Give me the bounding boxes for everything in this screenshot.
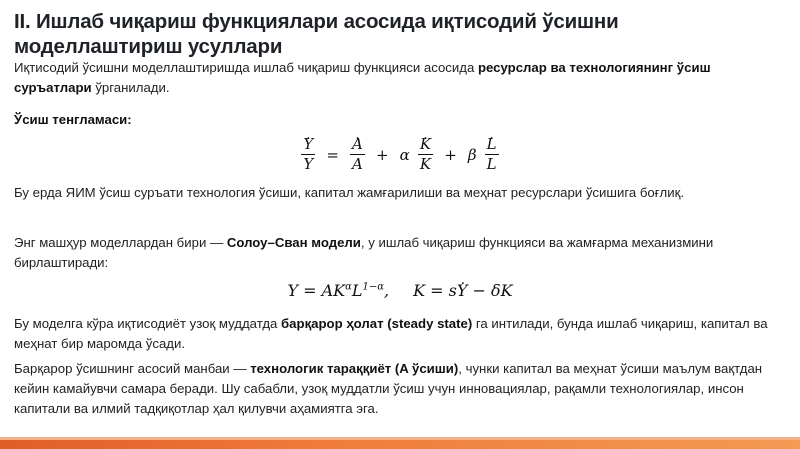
- intro-bold: ресурслар ва технологиянинг ўсиш суръатлари: [14, 60, 711, 95]
- labor-num: . L: [487, 136, 497, 153]
- slide-title: II. Ишлаб чиқариш функциялари асосида иқтисодий ўсишни моделлаштириш усуллари: [14, 10, 619, 58]
- growth-equation: [0, 136, 800, 173]
- lhs-num: . Y: [303, 136, 313, 153]
- tech-text-end: , чунки капитал ва меҳнат ўсиши маълум вақтдан кейин камайувчи самара беради. Шу сабабли, узоқ муддатли ўсиш учун инновациялар, рақамли технологиялар, инсон капитали ва илмий тадқиқотлар ҳал қилувчи аҳамиятга эга.: [14, 361, 763, 416]
- equals-sign: =: [326, 145, 339, 164]
- solow-text-end: , у ишлаб чиқариш функцияси ва жамғарма механизмини бирлаштиради:: [14, 235, 714, 270]
- capital-accumulation: . K = sY − δK: [413, 281, 512, 300]
- capital-fraction: [418, 136, 433, 173]
- steady-state-paragraph: [14, 314, 786, 354]
- lhs-fraction: [301, 136, 315, 173]
- plus-sign: +: [375, 145, 389, 164]
- tech-num: . A: [352, 136, 363, 153]
- beta-coef: β: [467, 145, 477, 164]
- intro-text-end: ўрганилади.: [91, 80, 170, 95]
- tech-den: A: [352, 155, 363, 173]
- growth-explanation: Бу ерда ЯИМ ўсиш суръати технология ўсиши, капитал жамғарилиши ва меҳнат ресурслари ўсишига боғлиқ.: [14, 185, 685, 200]
- capital-num: . K: [420, 136, 431, 153]
- steady-text-end: га интилади, бунда ишлаб чиқариш, капитал ва меҳнат бир маромда ўсади.: [14, 316, 768, 351]
- production-function: $Y = AK^\alpha L^{1-\alpha}$: [287, 281, 384, 300]
- tech-text-start: Барқарор ўсишнинг асосий манбаи —: [14, 361, 251, 376]
- plus-sign: +: [444, 145, 457, 164]
- steady-bold: барқарор ҳолат (steady state): [281, 316, 473, 331]
- labor-fraction: [485, 136, 499, 173]
- alpha-coef: α: [399, 145, 410, 164]
- tech-bold: технологик тараққиёт (A ўсиши): [250, 361, 459, 376]
- equation-separator: ,: [383, 281, 390, 300]
- growth-equation-heading: Ўсиш тенгламаси:: [14, 112, 132, 127]
- labor-den: L: [486, 155, 497, 173]
- solow-text-start: Энг машҳур моделлардан бири —: [14, 235, 227, 250]
- tech-progress-paragraph: [14, 359, 786, 419]
- solow-paragraph: [14, 233, 786, 273]
- footer-accent-bar: [0, 440, 800, 449]
- capital-den: K: [419, 155, 432, 173]
- lhs-den: Y: [303, 155, 314, 173]
- tech-fraction: [350, 136, 365, 173]
- intro-text-start: Иқтисодий ўсишни моделлаштиришда ишлаб чиқариш функцияси асосида: [14, 60, 478, 75]
- solow-equation: [0, 281, 800, 300]
- steady-text-start: Бу моделга кўра иқтисодиёт узоқ муддатда: [14, 316, 282, 331]
- solow-bold: Солоу–Сван модели: [226, 235, 361, 250]
- intro-paragraph: [14, 58, 786, 98]
